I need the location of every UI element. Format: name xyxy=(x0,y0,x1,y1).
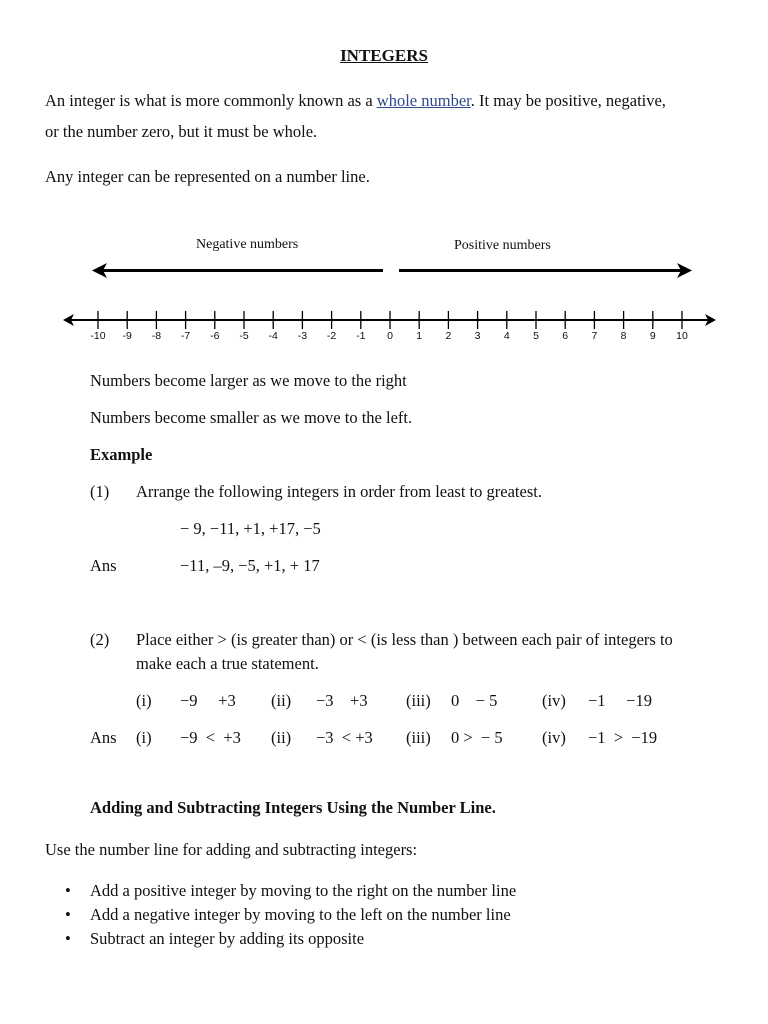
tick-label: 6 xyxy=(562,330,569,342)
q2-item-value: 0 − 5 xyxy=(451,691,498,710)
tick-label: 3 xyxy=(474,330,481,342)
q1-integer-list: − 9, −11, +1, +17, −5 xyxy=(180,519,321,538)
q2-text-line-2: make each a true statement. xyxy=(136,654,319,673)
q2-item-label: (iii) xyxy=(406,691,431,710)
tick-label: 9 xyxy=(649,330,656,342)
intro-text-before-link: An integer is what is more commonly known as a xyxy=(45,91,377,110)
tick-label: -4 xyxy=(268,330,278,342)
list-item xyxy=(62,928,516,952)
positive-numbers-label: Positive numbers xyxy=(454,238,551,253)
bullet-list xyxy=(62,880,516,952)
q2-item-value: −1 −19 xyxy=(588,691,652,710)
tick-label: 4 xyxy=(503,330,510,342)
section-intro: Use the number line for adding and subtracting integers: xyxy=(45,840,418,859)
list-item-text: Add a positive integer by moving to the right on the number line xyxy=(90,881,517,900)
q2-ans-label: Ans xyxy=(90,728,117,747)
q2-answer-label: (i) xyxy=(136,728,152,747)
tick-label: -6 xyxy=(210,330,220,342)
whole-number-link[interactable]: whole number xyxy=(376,91,471,110)
represent-text: Any integer can be represented on a number line. xyxy=(45,167,370,186)
tick-label: -8 xyxy=(151,330,162,342)
q1-answer: −11, –9, −5, +1, + 17 xyxy=(180,556,320,575)
q2-number: (2) xyxy=(90,630,110,649)
q1-text: Arrange the following integers in order from least to greatest. xyxy=(136,482,542,501)
tick-label: 5 xyxy=(533,330,539,342)
tick-label: -10 xyxy=(90,330,106,342)
q2-item-label: (ii) xyxy=(271,691,292,710)
q2-answer-value: 0 > − 5 xyxy=(451,728,503,747)
q2-item-value: −9 +3 xyxy=(180,691,236,710)
tick-label: 7 xyxy=(591,330,598,342)
list-item xyxy=(62,904,516,928)
q1-ans-label: Ans xyxy=(90,556,117,575)
page-title: INTEGERS xyxy=(340,46,428,65)
number-line-figure xyxy=(0,0,768,360)
tick-label: -2 xyxy=(326,330,337,342)
list-item-text: Subtract an integer by adding its opposite xyxy=(90,929,365,948)
tick-label: -7 xyxy=(180,330,191,342)
q2-item-value: −3 +3 xyxy=(316,691,368,710)
q1-number: (1) xyxy=(90,482,110,501)
q2-answer-value: −1 > −19 xyxy=(588,728,658,747)
q2-text-line-1: Place either > (is greater than) or < (is less than ) between each pair of integers to xyxy=(136,630,673,649)
number-line-ticks xyxy=(90,311,688,342)
bullet-icon: • xyxy=(65,905,71,924)
tick-label: -3 xyxy=(297,330,308,342)
tick-label: -9 xyxy=(122,330,132,342)
list-item-text: Add a negative integer by moving to the left on the number line xyxy=(90,905,511,924)
q2-answer-value: −9 < +3 xyxy=(180,728,241,747)
tick-label: -1 xyxy=(356,330,366,342)
tick-label: -5 xyxy=(239,330,249,342)
q2-item-label: (i) xyxy=(136,691,152,710)
list-item xyxy=(62,880,516,904)
intro-text-after-link: . It may be positive, negative, xyxy=(470,91,666,110)
q2-answer-label: (iv) xyxy=(542,728,566,747)
tick-label: 1 xyxy=(416,330,423,342)
q2-answer-value: −3 < +3 xyxy=(316,728,373,747)
larger-note: Numbers become larger as we move to the right xyxy=(90,371,407,390)
negative-numbers-label: Negative numbers xyxy=(196,237,299,252)
tick-label: 8 xyxy=(620,330,627,342)
tick-label: 0 xyxy=(387,330,393,342)
q2-answer-label: (ii) xyxy=(271,728,292,747)
bullet-icon: • xyxy=(65,881,71,900)
section-heading: Adding and Subtracting Integers Using the Number Line. xyxy=(90,798,496,817)
example-heading: Example xyxy=(90,445,153,464)
q2-item-label: (iv) xyxy=(542,691,566,710)
intro-line-2: or the number zero, but it must be whole. xyxy=(45,122,318,141)
negative-direction-arrow xyxy=(92,263,383,278)
tick-label: 10 xyxy=(676,330,688,342)
smaller-note: Numbers become smaller as we move to the left. xyxy=(90,408,413,427)
tick-label: 2 xyxy=(445,330,452,342)
bullet-icon: • xyxy=(65,929,71,948)
positive-direction-arrow xyxy=(399,263,692,278)
q2-answer-label: (iii) xyxy=(406,728,431,747)
